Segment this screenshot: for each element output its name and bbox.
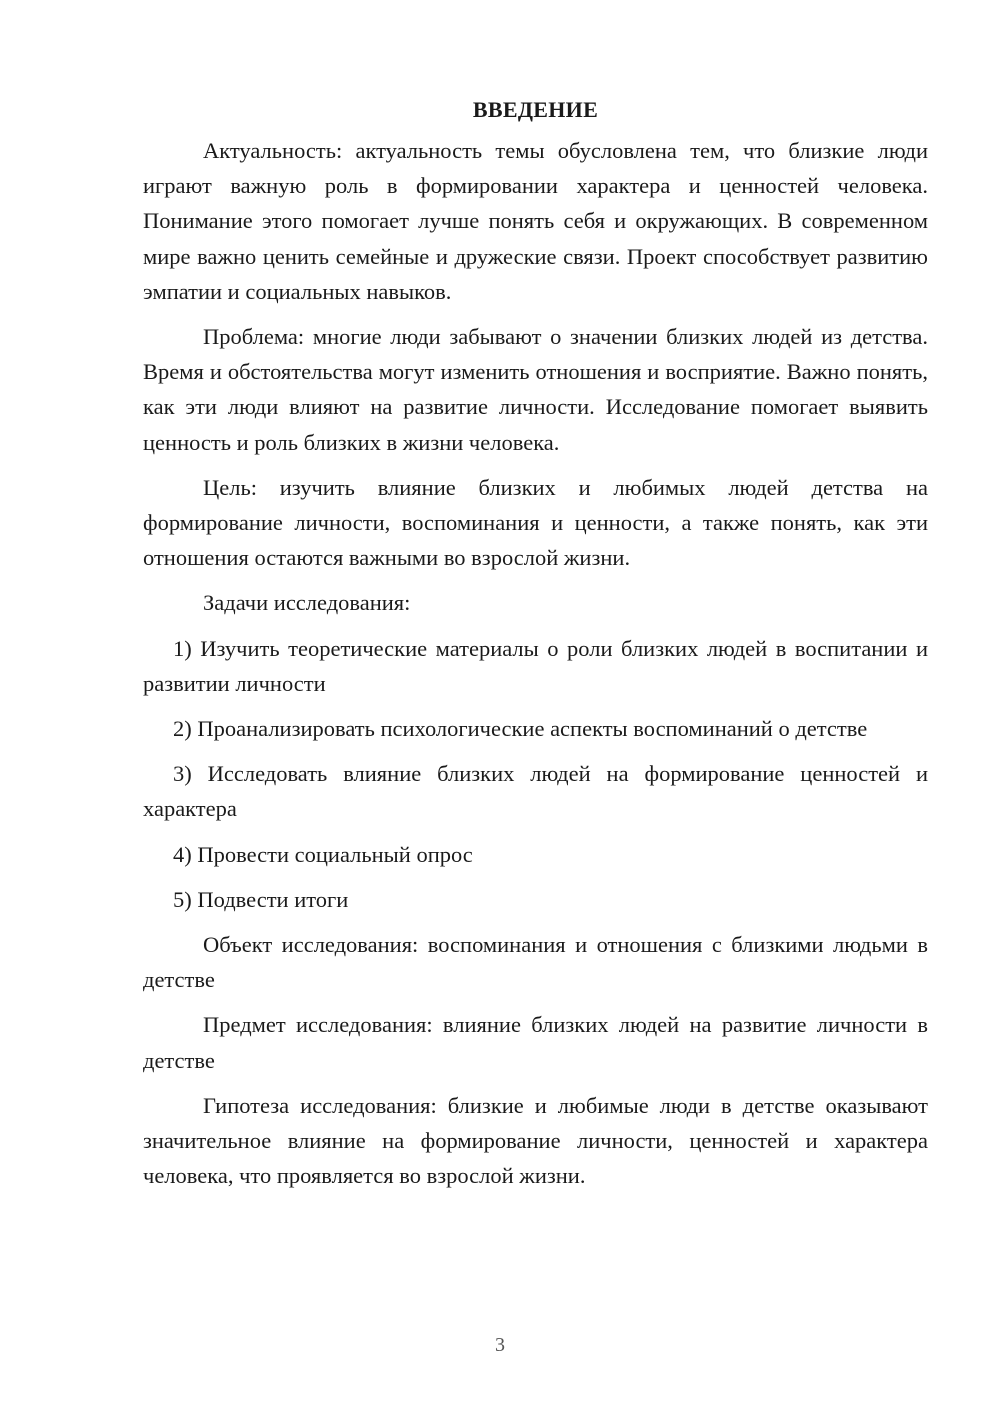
object-paragraph: Объект исследования: воспоминания и отношения с близкими людьми в детстве [143,932,928,993]
section-title: ВВЕДЕНИЕ [472,97,599,122]
tasks-heading: Задачи исследования: [203,590,411,616]
goal-paragraph: Цель: изучить влияние близких и любимых людей детства на формирование личности, воспоминания и ценности, а также понять, как эти отношения остаются важными во взрослой жизни. [143,474,928,571]
subject-paragraph: Предмет исследования: влияние близких людей на развитие личности в детстве [143,1012,928,1073]
problem-paragraph: Проблема: многие люди забывают о значении близких людей из детства. Время и обстоятельства могут изменить отношения и восприятие. Важно понять, как эти люди влияют на развитие личности. Исследование помогает выявить ценность и роль близких в жизни человека. [143,324,928,455]
document-page [143,95,928,1203]
page-number: 3 [495,1334,505,1356]
task-item-2: 2) Проанализировать психологические аспекты воспоминаний о детстве [173,716,868,742]
task-item-5: 5) Подвести итоги [173,886,349,912]
task-item-1: 1) Изучить теоретические материалы о роли близких людей в воспитании и развитии личности [143,635,928,696]
hypothesis-paragraph: Гипотеза исследования: близкие и любимые люди в детстве оказывают значительное влияние на формирование личности, ценностей и характера человека, что проявляется во взрослой жизни. [143,1092,928,1189]
task-item-4: 4) Провести социальный опрос [173,841,473,867]
task-item-3: 3) Исследовать влияние близких людей на формирование ценностей и характера [143,761,928,822]
relevance-paragraph: Актуальность: актуальность темы обусловлена тем, что близкие люди играют важную роль в формировании характера и ценностей человека. Понимание этого помогает лучше понять себя и окружающих. В современном мире важно ценить семейные и дружеские связи. Проект способствует развитию эмпатии и социальных навыков. [143,138,928,304]
